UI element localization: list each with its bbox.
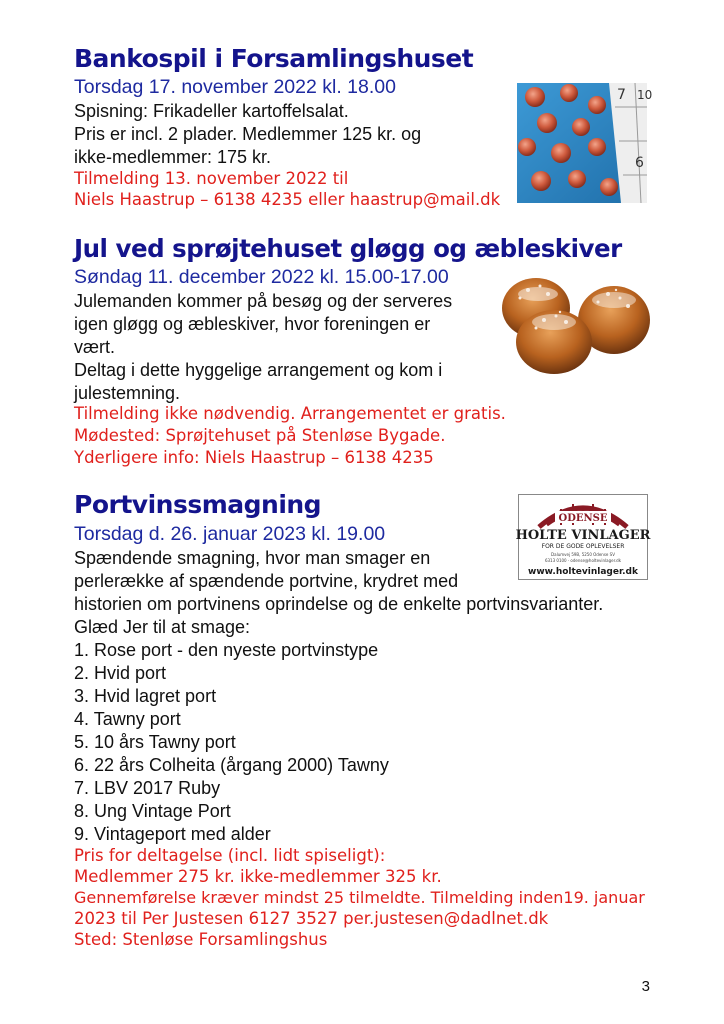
- signup-line: Gennemførelse kræver mindst 25 tilmeldte. Tilmelding inden19. januar: [74, 888, 645, 907]
- logo-name: HOLTE VINLAGER: [515, 528, 651, 543]
- card-number: 10: [637, 88, 653, 102]
- section-date-bankospil: Torsdag 17. november 2022 kl. 18.00: [74, 76, 396, 98]
- wine-list-item: 2. Hvid port: [74, 663, 167, 683]
- logo-illustration: [515, 495, 651, 579]
- body-line: igen gløgg og æbleskiver, hvor foreningen er: [74, 314, 431, 334]
- section-date-portvin: Torsdag d. 26. januar 2023 kl. 19.00: [74, 523, 386, 545]
- body-line: Deltag i dette hyggelige arrangement og kom i: [74, 360, 443, 380]
- signup-line: 2023 til Per Justesen 6127 3527 per.justesen@dadlnet.dk: [74, 909, 549, 928]
- body-line: Glæd Jer til at smage:: [74, 617, 251, 637]
- body-line: Julemanden kommer på besøg og der serveres: [74, 291, 453, 311]
- body-line: julestemning.: [74, 383, 181, 403]
- section-title-portvin: Portvinssmagning: [74, 490, 322, 519]
- info-line: Tilmelding ikke nødvendig. Arrangementet er gratis.: [74, 404, 506, 423]
- wine-list-item: 8. Ung Vintage Port: [74, 801, 231, 821]
- wine-list-item: 5. 10 års Tawny port: [74, 732, 236, 752]
- body-line: Pris er incl. 2 plader. Medlemmer 125 kr. og: [74, 124, 422, 144]
- wine-list-item: 9. Vintageport med alder: [74, 824, 271, 844]
- holte-vinlager-logo: [515, 494, 651, 580]
- bingo-illustration: [517, 83, 653, 203]
- wine-list-item: 7. LBV 2017 Ruby: [74, 778, 221, 798]
- card-number: 7: [617, 87, 626, 103]
- info-line: Mødested: Sprøjtehuset på Stenløse Bygade.: [74, 426, 446, 445]
- body-line: perlerække af spændende portvine, krydret med: [74, 571, 459, 591]
- bingo-image: [517, 83, 653, 203]
- wine-list-item: 1. Rose port - den nyeste portvinstype: [74, 640, 379, 660]
- body-line: vært.: [74, 337, 116, 357]
- body-line: Spændende smagning, hvor man smager en: [74, 548, 431, 568]
- logo-arc-text: ODENSE: [558, 513, 608, 524]
- body-line: historien om portvinens oprindelse og de enkelte portvinsvarianter.: [74, 594, 604, 614]
- venue-line: Sted: Stenløse Forsamlingshus: [74, 930, 328, 949]
- logo-url: www.holtevinlager.dk: [528, 567, 638, 577]
- wine-list-item: 6. 22 års Colheita (årgang 2000) Tawny: [74, 755, 389, 775]
- wine-list-item: 4. Tawny port: [74, 709, 181, 729]
- section-title-jul: Jul ved sprøjtehuset gløgg og æbleskiver: [74, 234, 622, 263]
- price-line: Pris for deltagelse (incl. lidt spiseligt):: [74, 846, 386, 865]
- logo-tagline: FOR DE GODE OPLEVELSER: [541, 543, 625, 550]
- section-title-bankospil: Bankospil i Forsamlingshuset: [74, 44, 474, 73]
- logo-address: Dalumvej 59B, 5250 Odense SV: [551, 552, 615, 557]
- logo-contact: 6313 0100 · odense@holtevinlager.dk: [544, 558, 622, 563]
- wine-list-item: 3. Hvid lagret port: [74, 686, 217, 706]
- aebleskiver-image: [498, 272, 650, 376]
- card-number: 6: [635, 155, 644, 171]
- price-line: Medlemmer 275 kr. ikke-medlemmer 325 kr.: [74, 867, 442, 886]
- aebleskiver-illustration: [498, 272, 650, 376]
- body-line: Spisning: Frikadeller kartoffelsalat.: [74, 101, 349, 121]
- signup-line: Tilmelding 13. november 2022 til: [74, 169, 349, 188]
- info-line: Yderligere info: Niels Haastrup – 6138 4235: [74, 448, 434, 467]
- signup-line: Niels Haastrup – 6138 4235 eller haastrup@mail.dk: [74, 190, 501, 209]
- section-date-jul: Søndag 11. december 2022 kl. 15.00-17.00: [74, 266, 449, 288]
- page-number: 3: [641, 978, 650, 995]
- body-line: ikke-medlemmer: 175 kr.: [74, 147, 272, 167]
